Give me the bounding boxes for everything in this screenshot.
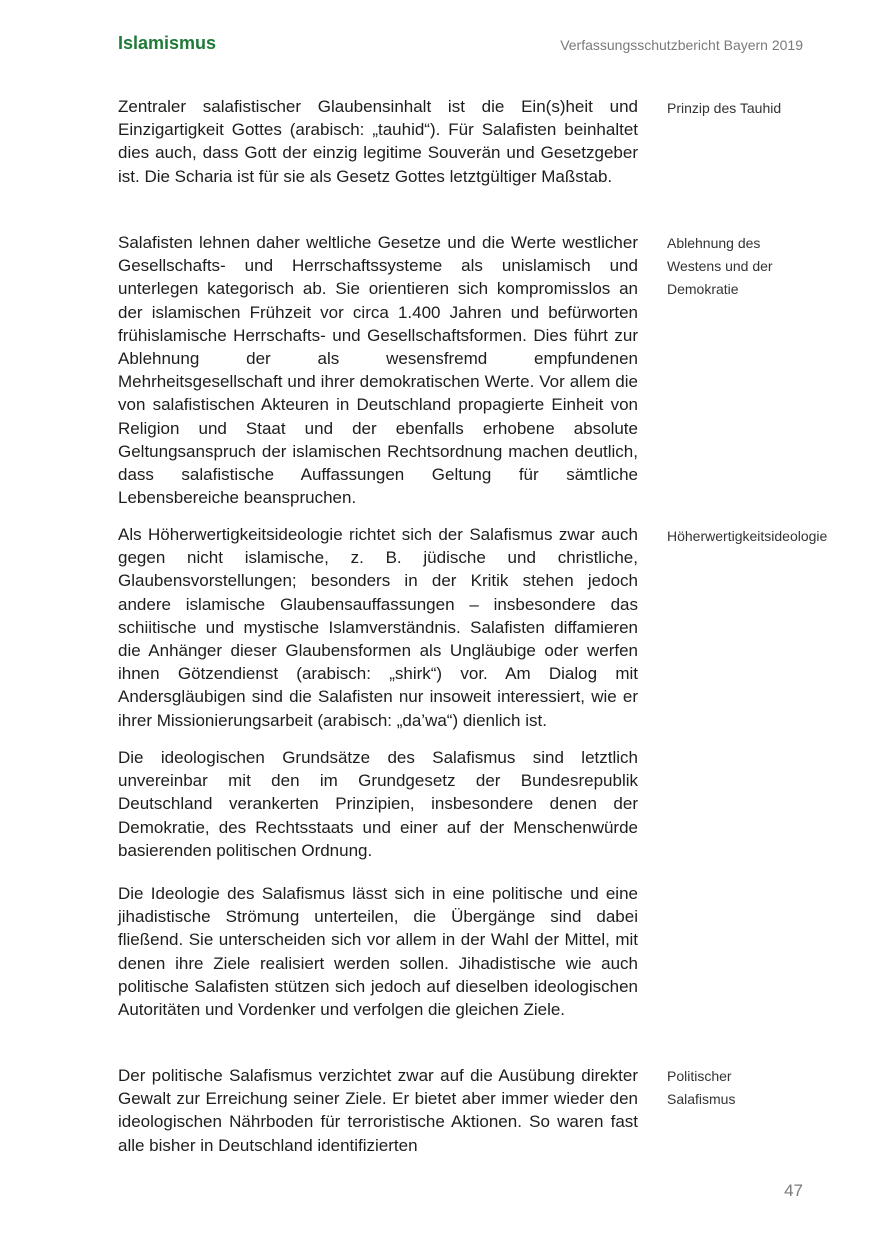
margin-note-superiority-ideology: Höherwertigkeitsideologie [667, 528, 828, 544]
paragraph-superiority-ideology: Als Höherwertigkeitsideologie richtet sich der Salafismus zwar auch gegen nicht islamische, z. B. jüdische und christliche, Glaubensvorstellungen; besonders in der Kritik stehen jedoch andere islamische Glaubensauffassungen – insbesondere das schiitische und mystische Islamverständnis. Salafisten diffamieren die Anhänger dieser Glaubensformen als Ungläubige oder werfen ihnen Götzendienst (arabisch: „shirk“) vor. Am Dialog mit Andersgläubigen sind die Salafisten nur insoweit interessiert, wie er ihrer Missionierungsarbeit (arabisch: „da’wa“) dienlich ist. [118, 525, 638, 730]
paragraph-political-salafism: Der politische Salafismus verzichtet zwar auf die Ausübung direkter Gewalt zur Erreichung seiner Ziele. Er bietet aber immer wieder den ideologischen Nährboden für terroristische Aktionen. So waren fast alle bisher in Deutschland identifizierten [118, 1066, 638, 1155]
paragraph-rejection-west: Salafisten lehnen daher weltliche Gesetze und die Werte westlicher Gesellschafts- und Herrschaftssysteme als unislamisch und unterlegen kategorisch ab. Sie orientieren sich kompromisslos an der islamischen Frühzeit vor circa 1.400 Jahren und befürworten frühislamische Herrschafts- und Gesellschaftsformen. Dies führt zur Ablehnung der als wesensfremd empfundenen Mehrheitsgesellschaft und ihrer demokratischen Werte. Vor allem die von salafistischen Akteuren in Deutschland propagierte Einheit von Religion und Staat und der ebenfalls erhobene absolute Geltungsanspruch der islamischen Rechtsordnung machen deutlich, dass salafistische Auffassungen Geltung für sämtliche Lebensbereiche beanspruchen. [118, 233, 638, 508]
header-report-title: Verfassungsschutzbericht Bayern 2019 [560, 37, 803, 53]
margin-note-tauhid: Prinzip des Tauhid [667, 100, 782, 116]
paragraph-currents: Die Ideologie des Salafismus lässt sich in eine politische und eine jihadistische Strömung unterteilen, die Übergänge sind dabei fließend. Sie unterscheiden sich vor allem in der Wahl der Mittel, mit denen ihre Ziele realisiert werden sollen. Jihadistische wie auch politische Salafisten stützen sich jedoch auf dieselben ideologischen Autoritäten und Vordenker und verfolgen die gleichen Ziele. [118, 884, 638, 1020]
paragraph-incompatibility: Die ideologischen Grundsätze des Salafismus sind letztlich unvereinbar mit den im Grundgesetz der Bundesrepublik Deutschland verankerten Prinzipien, insbesondere denen der Demokratie, des Rechtsstaats und einer auf der Menschenwürde basierenden politischen Ordnung. [118, 748, 638, 860]
paragraph-tauhid: Zentraler salafistischer Glaubensinhalt ist die Ein(s)heit und Einzigartigkeit Gottes (arabisch: „tauhid“). Für Salafisten beinhaltet dies auch, dass Gott der einzig legitime Souverän und Gesetzgeber ist. Die Scharia ist für sie als Gesetz Gottes letztgültiger Maßstab. [118, 97, 638, 186]
margin-note-rejection-west: Ablehnung des Westens und der Demokratie [667, 235, 773, 297]
page-number: 47 [784, 1181, 803, 1200]
header-section-title: Islamismus [118, 33, 217, 53]
margin-note-political-salafism: Politischer Salafismus [667, 1068, 736, 1107]
